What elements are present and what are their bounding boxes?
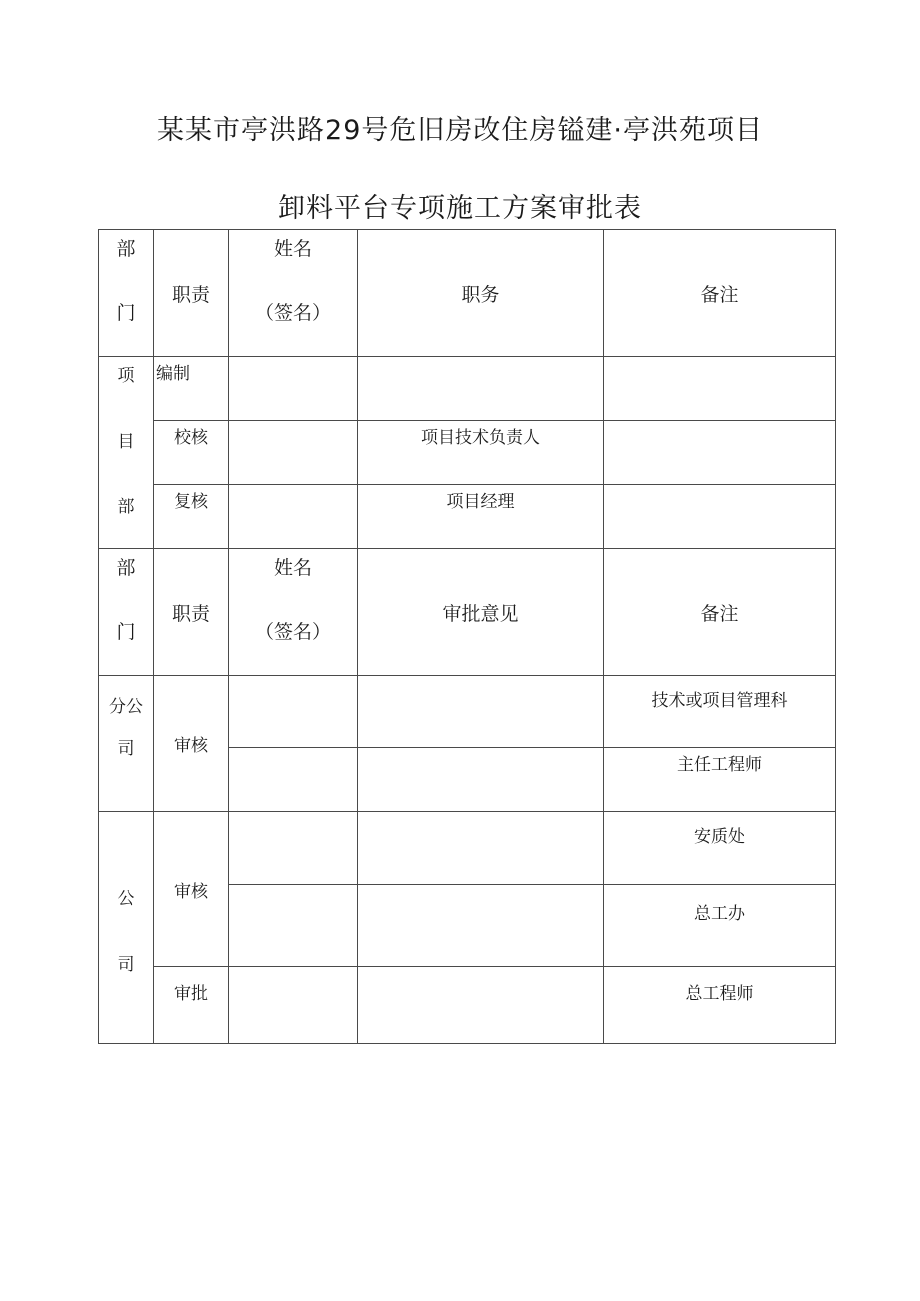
branch-opinion-1[interactable] — [358, 676, 604, 748]
branch-row-1 — [99, 676, 836, 748]
company-remark-1: 安质处 — [604, 812, 836, 885]
header2-dept-top: 部 — [116, 557, 136, 579]
project-row-compile — [99, 357, 836, 421]
company-row-3 — [99, 967, 836, 1044]
project-dept-char-3: 部 — [117, 497, 135, 517]
project-row-check — [99, 421, 836, 485]
company-opinion-3[interactable] — [358, 967, 604, 1044]
branch-opinion-2[interactable] — [358, 748, 604, 812]
header-sign-label: （签名） — [254, 302, 331, 324]
header-position: 职务 — [358, 230, 604, 357]
company-dept-bottom: 司 — [117, 955, 135, 975]
project-remark-compile — [604, 357, 836, 421]
project-signature-recheck[interactable] — [229, 485, 358, 549]
header2-opinion: 审批意见 — [358, 549, 604, 676]
branch-dept-cell — [99, 676, 154, 812]
company-dept-top: 公 — [117, 889, 135, 909]
header-remark: 备注 — [604, 230, 836, 357]
project-position-check: 项目技术负责人 — [358, 421, 604, 485]
company-signature-3[interactable] — [229, 967, 358, 1044]
project-duty-compile: 编制 — [154, 357, 229, 421]
project-signature-compile[interactable] — [229, 357, 358, 421]
header2-dept-bottom: 门 — [116, 621, 136, 643]
project-duty-check: 校核 — [154, 421, 229, 485]
project-position-recheck: 项目经理 — [358, 485, 604, 549]
header2-name-label: 姓名 — [273, 557, 312, 579]
branch-remark-2: 主任工程师 — [604, 748, 836, 812]
company-opinion-1[interactable] — [358, 812, 604, 885]
company-signature-1[interactable] — [229, 812, 358, 885]
header-duty: 职责 — [154, 230, 229, 357]
company-review-duty: 审核 — [154, 812, 229, 967]
branch-dept-bottom: 司 — [117, 739, 135, 759]
header2-name-cell — [229, 549, 358, 676]
header2-sign-label: （签名） — [254, 621, 331, 643]
header-row-1 — [99, 230, 836, 357]
project-signature-check[interactable] — [229, 421, 358, 485]
company-opinion-2[interactable] — [358, 885, 604, 967]
project-remark-recheck — [604, 485, 836, 549]
document-title-line2: 卸料平台专项施工方案审批表 — [278, 193, 642, 224]
project-dept-cell — [99, 357, 154, 549]
header-dept-cell — [99, 230, 154, 357]
header-name-cell — [229, 230, 358, 357]
document-title-line1: 某某市亭洪路29号危旧房改住房镒建·亭洪苑项目 — [157, 115, 763, 146]
branch-dept-top: 分公 — [109, 697, 143, 717]
company-dept-cell — [99, 812, 154, 1044]
project-duty-recheck: 复核 — [154, 485, 229, 549]
company-approve-duty: 审批 — [154, 967, 229, 1044]
branch-remark-1: 技术或项目管理科 — [604, 676, 836, 748]
branch-signature-2[interactable] — [229, 748, 358, 812]
company-signature-2[interactable] — [229, 885, 358, 967]
header2-duty: 职责 — [154, 549, 229, 676]
header-dept-bottom: 门 — [116, 302, 136, 324]
project-dept-char-1: 项 — [117, 366, 135, 386]
header-name-label: 姓名 — [273, 238, 312, 260]
project-position-compile — [358, 357, 604, 421]
branch-signature-1[interactable] — [229, 676, 358, 748]
company-remark-2: 总工办 — [604, 885, 836, 967]
header2-remark: 备注 — [604, 549, 836, 676]
project-remark-check — [604, 421, 836, 485]
company-remark-3: 总工程师 — [604, 967, 836, 1044]
header-row-2 — [99, 549, 836, 676]
header-dept-top: 部 — [116, 238, 136, 260]
header2-dept-cell — [99, 549, 154, 676]
company-row-1 — [99, 812, 836, 885]
branch-duty: 审核 — [154, 676, 229, 812]
approval-table — [98, 229, 836, 1044]
project-dept-char-2: 目 — [117, 432, 135, 452]
project-row-recheck — [99, 485, 836, 549]
